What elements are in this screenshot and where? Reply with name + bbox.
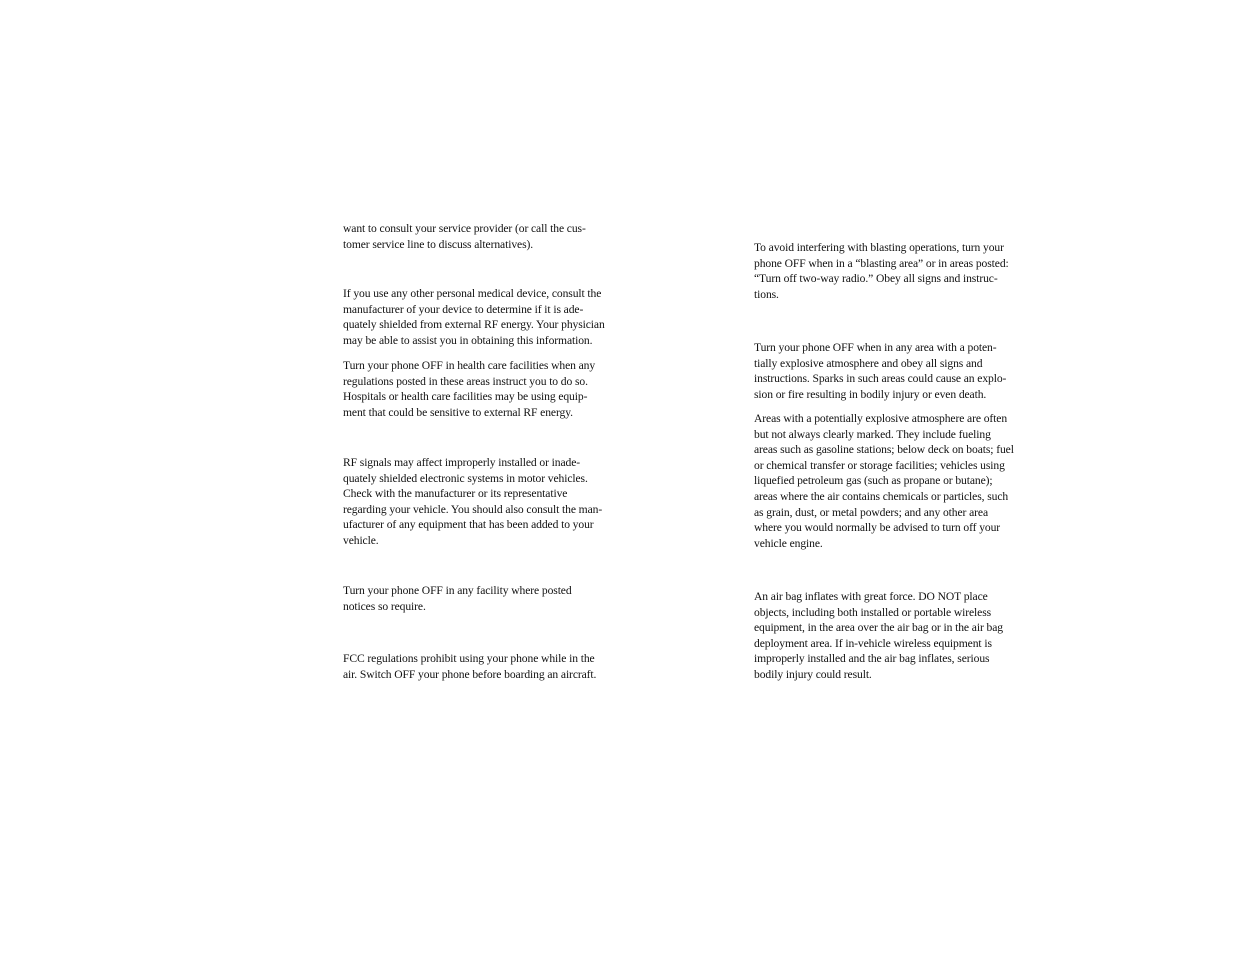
text-line: Areas with a potentially explosive atmosphere are often: [754, 412, 1008, 425]
text-line: improperly installed and the air bag inflates, serious: [754, 652, 990, 666]
text-line: vehicle engine.: [754, 536, 823, 550]
text-line: Hospitals or health care facilities may be using equip-: [343, 390, 588, 404]
text-line: air. Switch OFF your phone before boarding an aircraft.: [343, 667, 597, 681]
text-line: vehicle.: [343, 533, 379, 547]
text-line: manufacturer of your device to determine if it is ade-: [343, 302, 584, 316]
text-line: quately shielded electronic systems in motor vehicles.: [343, 471, 588, 485]
text-line: instructions. Sparks in such areas could cause an explo-: [754, 372, 1007, 386]
text-line: areas such as gasoline stations; below deck on boats; fuel: [754, 443, 1014, 457]
text-line: objects, including both installed or portable wireless: [754, 605, 992, 619]
text-line: or chemical transfer or storage facilities; vehicles using: [754, 458, 1005, 472]
text-line: RF signals may affect improperly installed or inade-: [343, 456, 581, 469]
text-line: bodily injury could result.: [754, 667, 872, 681]
paragraph-service-provider: [343, 221, 623, 252]
paragraph-explosive-atmospheres: [754, 340, 1034, 402]
paragraph-vehicles: [343, 455, 623, 549]
text-line: quately shielded from external RF energy. Your physician: [343, 318, 605, 332]
paragraph-explosive-area-examples: [754, 411, 1034, 551]
text-line: tomer service line to discuss alternatives).: [343, 237, 534, 251]
text-line: An air bag inflates with great force. DO NOT place: [754, 590, 988, 603]
text-line: tially explosive atmosphere and obey all signs and: [754, 356, 983, 370]
text-line: equipment, in the area over the air bag or in the air bag: [754, 621, 1003, 635]
text-line: liquefied petroleum gas (such as propane or butane);: [754, 474, 993, 488]
text-line: Turn your phone OFF in any facility where posted: [343, 584, 572, 597]
paragraph-blasting-areas: [754, 240, 1034, 302]
text-line: phone OFF when in a “blasting area” or in areas posted:: [754, 256, 1009, 270]
text-line: tions.: [754, 287, 779, 301]
paragraph-health-care-facilities: [343, 358, 623, 420]
text-line: regulations posted in these areas instruct you to do so.: [343, 374, 588, 388]
text-line: as grain, dust, or metal powders; and any other area: [754, 505, 989, 519]
text-line: Turn your phone OFF in health care facilities when any: [343, 359, 596, 372]
text-line: but not always clearly marked. They include fueling: [754, 427, 991, 441]
paragraph-air-bags: [754, 589, 1034, 683]
text-line: deployment area. If in-vehicle wireless equipment is: [754, 636, 992, 650]
text-line: want to consult your service provider (or call the cus-: [343, 222, 586, 235]
text-line: ufacturer of any equipment that has been added to your: [343, 518, 594, 532]
text-line: regarding your vehicle. You should also consult the man-: [343, 502, 603, 516]
text-line: where you would normally be advised to turn off your: [754, 521, 1001, 535]
text-line: “Turn off two-way radio.” Obey all signs and instruc-: [754, 272, 998, 286]
text-line: FCC regulations prohibit using your phone while in the: [343, 652, 595, 665]
text-line: ment that could be sensitive to external RF energy.: [343, 405, 573, 419]
text-line: If you use any other personal medical device, consult the: [343, 287, 602, 300]
text-line: Check with the manufacturer or its representative: [343, 487, 568, 501]
text-line: Turn your phone OFF when in any area with a poten-: [754, 341, 997, 354]
paragraph-aircraft: [343, 651, 623, 682]
text-line: To avoid interfering with blasting operations, turn your: [754, 241, 1004, 254]
text-line: sion or fire resulting in bodily injury or even death.: [754, 387, 987, 401]
text-line: may be able to assist you in obtaining this information.: [343, 333, 593, 347]
paragraph-posted-facilities: [343, 583, 623, 614]
text-line: notices so require.: [343, 599, 426, 613]
paragraph-other-medical-devices: [343, 286, 623, 348]
text-line: areas where the air contains chemicals or particles, such: [754, 489, 1009, 503]
